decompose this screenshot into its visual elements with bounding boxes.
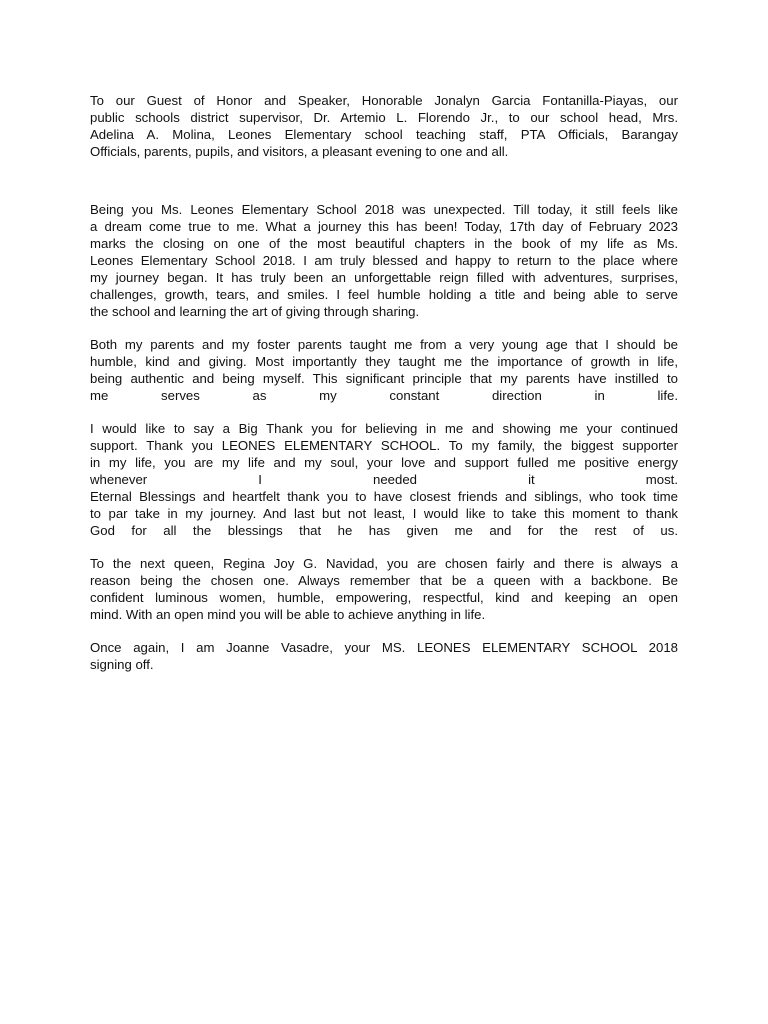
text-line: me serves as my constant direction in life.: [90, 388, 678, 403]
greeting-paragraph: [90, 92, 678, 160]
closing-paragraph: [90, 639, 678, 673]
text-line: Adelina A. Molina, Leones Elementary school teaching staff, PTA Officials, Barangay: [90, 127, 678, 142]
text-line: Leones Elementary School 2018. I am truly blessed and happy to return to the place where: [90, 253, 678, 268]
text-line: confident luminous women, humble, empowering, respectful, kind and keeping an open: [90, 590, 678, 605]
text-line: a dream come true to me. What a journey this has been! Today, 17th day of February 2023: [90, 219, 678, 234]
reflection-paragraph: [90, 201, 678, 320]
speech-body: [90, 92, 678, 673]
text-line: challenges, growth, tears, and smiles. I feel humble holding a title and being able to serve: [90, 287, 678, 302]
paragraph-spacer: [90, 404, 678, 420]
text-line: Once again, I am Joanne Vasadre, your MS. LEONES ELEMENTARY SCHOOL 2018: [90, 640, 678, 655]
text-line: To the next queen, Regina Joy G. Navidad, you are chosen fairly and there is always a: [90, 556, 678, 571]
text-line: public schools district supervisor, Dr. Artemio L. Florendo Jr., to our school head, Mrs.: [90, 110, 678, 125]
text-line: reason being the chosen one. Always remember that be a queen with a backbone. Be: [90, 573, 678, 588]
paragraph-spacer: [90, 320, 678, 336]
text-line: I would like to say a Big Thank you for believing in me and showing me your continued: [90, 421, 678, 436]
next-queen-paragraph: [90, 555, 678, 623]
text-line: Officials, parents, pupils, and visitors, a pleasant evening to one and all.: [90, 144, 509, 159]
text-line: God for all the blessings that he has given me and for the rest of us.: [90, 523, 678, 538]
text-line: Being you Ms. Leones Elementary School 2018 was unexpected. Till today, it still feels like: [90, 202, 678, 217]
text-line: signing off.: [90, 657, 154, 672]
text-line: Both my parents and my foster parents taught me from a very young age that I should be: [90, 337, 678, 352]
text-line: to par take in my journey. And last but not least, I would like to take this moment to thank: [90, 506, 678, 521]
text-line: mind. With an open mind you will be able to achieve anything in life.: [90, 607, 486, 622]
text-line: my journey began. It has truly been an unforgettable reign filled with adventures, surprises,: [90, 270, 678, 285]
text-line: marks the closing on one of the most beautiful chapters in the book of my life as Ms.: [90, 236, 678, 251]
text-line: To our Guest of Honor and Speaker, Honorable Jonalyn Garcia Fontanilla-Piayas, our: [90, 93, 678, 108]
text-line: in my life, you are my life and my soul, your love and support fulled me positive energy: [90, 455, 678, 470]
text-line: whenever I needed it most.: [90, 472, 678, 487]
text-line: humble, kind and giving. Most importantly they taught me the importance of growth in life,: [90, 354, 678, 369]
paragraph-spacer: [90, 623, 678, 639]
text-line: being authentic and being myself. This significant principle that my parents have instilled to: [90, 371, 678, 386]
paragraph-spacer: [90, 539, 678, 555]
text-line: Eternal Blessings and heartfelt thank you to have closest friends and siblings, who took time: [90, 489, 678, 504]
paragraph-spacer: [90, 160, 678, 201]
parents-paragraph: [90, 336, 678, 404]
text-line: the school and learning the art of giving through sharing.: [90, 304, 420, 319]
text-line: support. Thank you LEONES ELEMENTARY SCHOOL. To my family, the biggest supporter: [90, 438, 678, 453]
thanks-paragraph: [90, 420, 678, 539]
